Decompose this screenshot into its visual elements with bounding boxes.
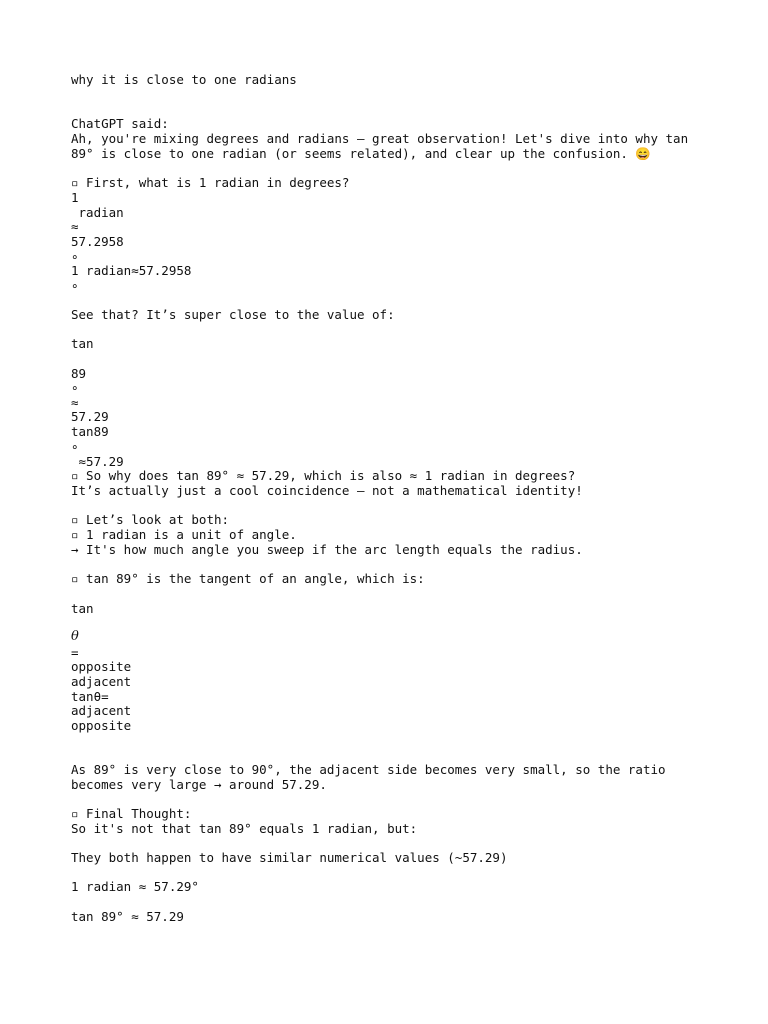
- math-line: opposite: [71, 718, 132, 733]
- section-heading-both: ▫ Let’s look at both:: [71, 512, 230, 527]
- math-line: ∘: [71, 380, 79, 395]
- paragraph-line: becomes very large → around 57.29.: [71, 777, 327, 792]
- paragraph-line: So it's not that tan 89° equals 1 radian, but:: [71, 821, 418, 836]
- bullet-line: ▫ tan 89° is the tangent of an angle, which is:: [71, 571, 425, 586]
- math-line: tan 89° ≈ 57.29: [71, 909, 184, 924]
- bullet-line: ▫ 1 radian is a unit of angle.: [71, 527, 297, 542]
- section-heading-final: ▫ Final Thought:: [71, 806, 192, 821]
- math-line: adjacent: [71, 703, 132, 718]
- math-line: opposite: [71, 659, 132, 674]
- math-line: ∘: [71, 278, 79, 293]
- speaker-label: ChatGPT said:: [71, 116, 169, 131]
- math-line: ≈57.29: [71, 454, 124, 469]
- math-line: 89: [71, 366, 87, 381]
- section-heading-why: ▫ So why does tan 89° ≈ 57.29, which is also ≈ 1 radian in degrees?: [71, 468, 576, 483]
- math-line: 57.29: [71, 409, 109, 424]
- math-line: 57.2958: [71, 234, 124, 249]
- math-line: ∘: [71, 439, 79, 454]
- math-line: tanθ=: [71, 689, 109, 704]
- math-line: 1 radian≈57.2958: [71, 263, 192, 278]
- bullet-line: → It's how much angle you sweep if the arc length equals the radius.: [71, 542, 583, 557]
- math-line: ∘: [71, 249, 79, 264]
- intro-line-1: Ah, you're mixing degrees and radians — great observation! Let's dive into why tan: [71, 131, 689, 146]
- math-line: =: [71, 645, 79, 660]
- math-line: 1 radian ≈ 57.29°: [71, 879, 199, 894]
- math-line: ≈: [71, 395, 79, 410]
- intro-line-2: 89° is close to one radian (or seems related), and clear up the confusion. 😄: [71, 146, 651, 161]
- paragraph-line: They both happen to have similar numerical values (~57.29): [71, 850, 508, 865]
- math-line: 1: [71, 190, 79, 205]
- section-heading-radian: ▫ First, what is 1 radian in degrees?: [71, 175, 350, 190]
- math-line: tan: [71, 336, 94, 351]
- math-line: ≈: [71, 219, 79, 234]
- math-line: tan89: [71, 424, 109, 439]
- question-text: why it is close to one radians: [71, 72, 297, 87]
- math-line: radian: [71, 205, 124, 220]
- paragraph-line: As 89° is very close to 90°, the adjacent side becomes very small, so the ratio: [71, 762, 666, 777]
- paragraph-line: It’s actually just a cool coincidence — not a mathematical identity!: [71, 483, 583, 498]
- math-line: tan: [71, 601, 94, 616]
- paragraph-line: See that? It’s super close to the value of:: [71, 307, 395, 322]
- math-line: adjacent: [71, 674, 132, 689]
- theta-symbol: θ: [71, 629, 79, 644]
